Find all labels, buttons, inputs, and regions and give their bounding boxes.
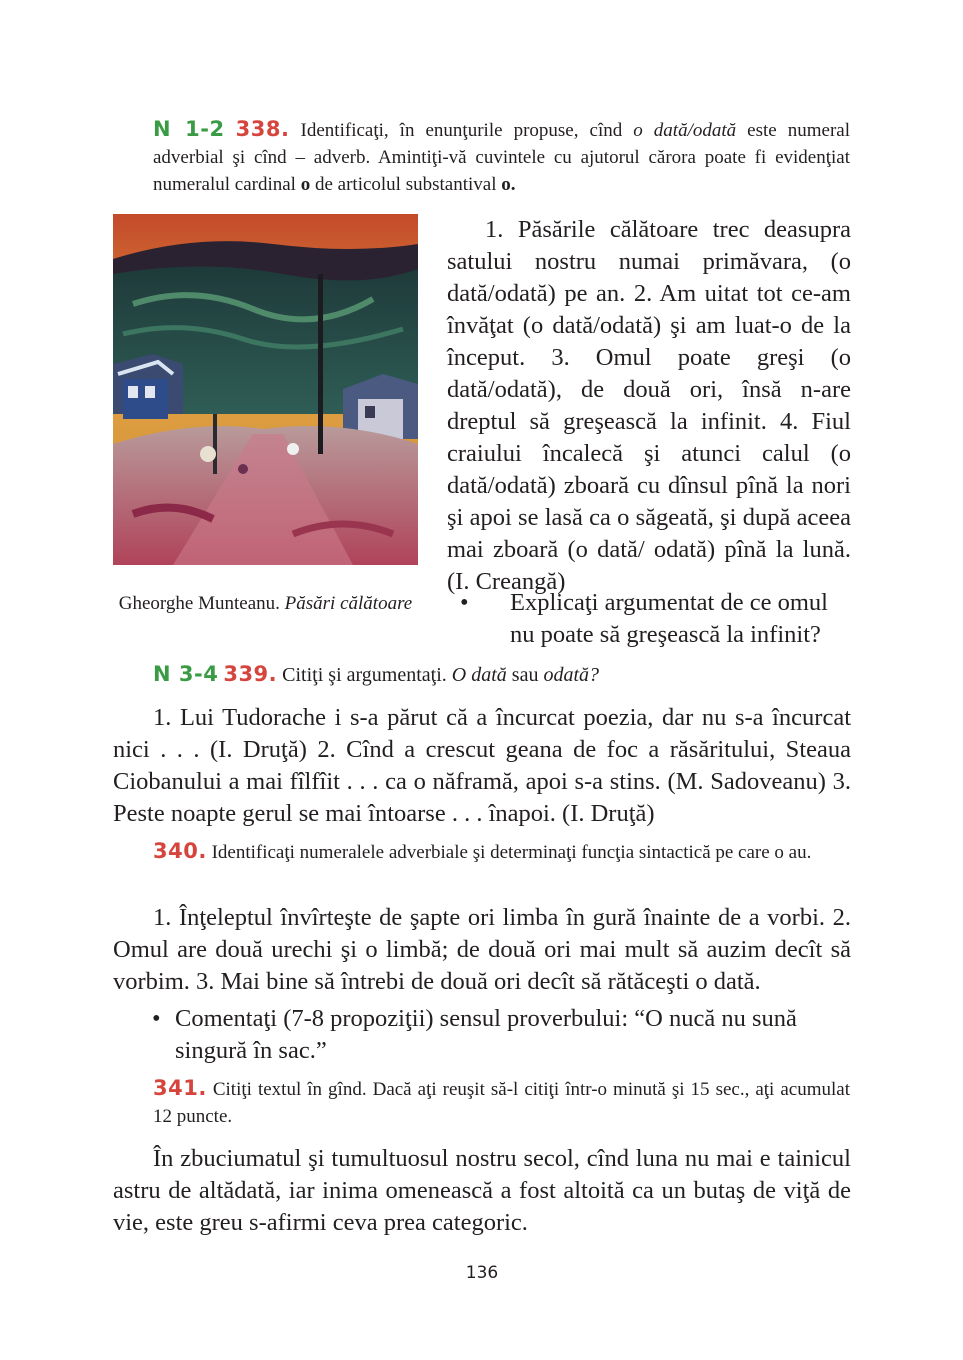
ex339-level-badge: N 3-4 [153,662,219,686]
ex339-instr-c: sau [506,664,544,686]
ex339-text: 1. Lui Tudorache i s-a părut că a încurcat poezia, dar nu s-a încurcat nici . . . (I. Druţă) 2. Cînd a crescut geana de foc a răsăritului, Steaua Ciobanului a mai fîlfîit . . . ca o năframă, apoi s-a stins. (M. Sadoveanu) 3. Peste noapte gerul se mai întoarse . . . înapoi. (I. Druţă) [113,704,851,827]
ex338-instr-d: o [300,174,311,195]
ex339-instr-b: O dată [451,664,507,686]
ex339-instruction [153,661,850,689]
ex338-bullet [460,587,851,651]
ex340-instruction [153,838,850,866]
ex340-number: 340. [153,839,207,863]
ex338-level-badge: N 1-2 [153,117,225,141]
ex340-text: 1. Înţeleptul învîrteşte de şapte ori limba în gură înainte de a vorbi. 2. Omul are două urechi şi o limbă; de două ori mai mult să auzim decît să vorbim. 3. Mai bine să întrebi de două ori decît să rătăceşti o dată. [113,904,851,995]
painting-svg [113,214,418,565]
ex339-instr-d: odată? [543,664,600,686]
ex338-bullet-text: Explicaţi argumentat de ce omul nu poate să greşească la infinit? [510,589,828,648]
ex338-instr-e: de articolul substantival [310,174,502,195]
ex338-instr-c: este numeral adverbial şi cînd – adverb. Amintiţi-vă cuvintele cu ajutorul cărora poate fi evidenţiat numeralul cardinal [153,120,851,195]
ex341-text: În zbuciumatul şi tumultuosul nostru secol, cînd luna nu mai e tainicul astru de altădată, iar inima omenească a fost altoită ca un butaş de viţă de vie, este greu s-afirmi ceva prea categoric. [113,1145,851,1236]
painting-caption [113,591,418,617]
caption-title: Păsări călătoare [284,593,413,614]
page-number: 136 [465,1263,499,1283]
ex338-instruction [153,116,850,198]
caption-author: Gheorghe Munteanu. [118,593,285,614]
bullet-dot: • [460,589,469,616]
ex341-instruction [153,1075,850,1130]
ex339-number: 339. [223,662,278,686]
ex341-instr: Citiţi textul în gînd. Dacă aţi reuşit să-l citiţi într-o minută şi 15 sec., aţi acumulat 12 puncte. [153,1079,850,1127]
ex339-instr-a: Citiţi şi argumentaţi. [282,664,452,686]
ex338-text: 1. Păsările călătoare trec deasupra satului nostru numai primăvara, (o dată/odată) pe an. 2. Am uitat tot ce-am învăţat (o dată/odată) şi am luat-o de la început. 3. Omul poate greşi (o dată/odată), de două ori, însă n-are dreptul să greşească la infinit. 4. Fiul craiului încalecă şi atunci calul (o dată/odată) zboară cu dînsul pînă la nori şi apoi se lasă ca o săgeată, şi după aceea mai zboară (o dată/ odată) pînă la lună. (I. Creangă) [447,216,851,595]
ex340-instr: Identificaţi numeralele adverbiale şi determinaţi funcţia sintactică pe care o au. [211,842,812,863]
ex341-number: 341. [153,1076,207,1100]
painting-image [113,214,418,565]
ex338-instr-a: Identificaţi, în enunţurile propuse, cînd [300,120,634,141]
ex340-bullet [152,1003,851,1067]
bullet-dot: • [152,1005,161,1032]
ex338-number: 338. [235,117,290,141]
ex338-instr-f: o. [501,174,516,195]
ex340-bullet-text: Comentaţi (7-8 propoziţii) sensul proverbului: “O nucă nu sună singură în sac.” [175,1005,797,1064]
ex338-instr-b: o dată/odată [633,120,737,141]
